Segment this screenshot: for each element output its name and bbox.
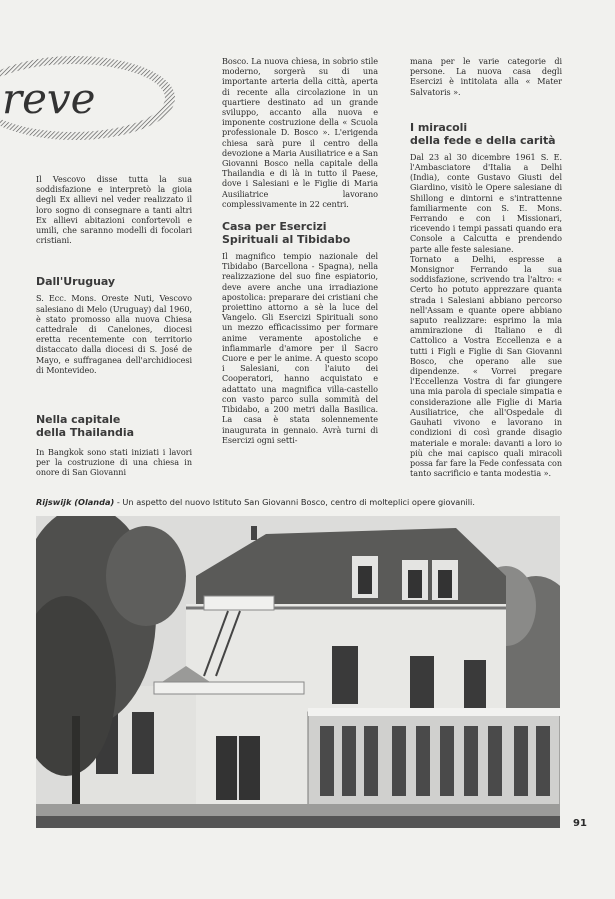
caption-place: Rijswijk (Olanda) <box>36 497 115 507</box>
uruguay-paragraph: S. Ecc. Mons. Oreste Nuti, Vescovo salesiano di Melo (Uruguay) dal 1960, è stato promosso alla nuova Chiesa cattedrale di Canelones, diocesi eretta recentemente con territorio distaccato dalla diocesi di S. José de Mayo, e suffraganea dell'archidiocesi di Montevideo. <box>36 293 192 375</box>
miracles-paragraph-2: Tornato a Delhi, espresse a Monsignor Ferrando la sua soddisfazione, scrivendo tra l'altro: « Certo ho potuto apprezzare quanta strada i Salesiani abbiano percorso nell'Assam e quante opere abbiano saputo realizzare: esprimo la mia ammirazione di Italiano e di Cattolico a Vostra Eccellenza e a tutti i Figli e Figlie di San Giovanni Bosco, che operano alle sue dipendenze. « Vorrei pregare l'Eccellenza Vostra di far giungere una mia parola di speciale simpatia e considerazione alle Figlie di Maria Ausiliatrice, che all'Ospedale di Gauhati vivono e lavorano in condizioni di così grande disagio materiale e morale: davanti a loro io più che mai capisco quali miracoli possa far fare la Fede confessata con tanto sacrificio e tanta modestia ». <box>410 253 562 479</box>
intro-paragraph: Il Vescovo disse tutta la sua soddisfazione e interpretò la gioia degli Ex allievi nel veder realizzato il loro sogno di consegnare a tanti altri Ex allievi abitazioni confortevoli e umili, che saranno modelli di focolari cristiani. <box>36 174 192 246</box>
banner-word: reve <box>2 74 96 123</box>
miracles-paragraph-1: Dal 23 al 30 dicembre 1961 S. E. l'Ambasciatore d'Italia a Delhi (India), conte Gustavo Giusti del Giardino, visitò le Opere salesiane di Shillong e dintorni e s'intrattenne familiarmente con S. E. Mons. Ferrando e con i Missionari, ricevendo i tempi passati quando era Console a Calcutta e prendendo parte alle feste salesiane. <box>410 151 562 254</box>
heading-thailand-1: Nella capitale <box>36 413 121 427</box>
caption-text: - Un aspetto del nuovo Istituto San Giovanni Bosco, centro di molteplici opere giovanili. <box>114 497 475 507</box>
column-3 <box>410 56 562 478</box>
building-illustration <box>36 516 560 828</box>
page-number: 91 <box>573 818 587 829</box>
tibidabo-paragraph: Il magnifico tempio nazionale del Tibidabo (Barcellona - Spagna), nella realizzazione del suo fine espiatorio, deve avere anche una irradiazione apostolica: preparare dei cristiani che proiettino attorno a sè la luce del Vangelo. Gli Esercizi Spirituali sono un mezzo efficacissimo per formare anime veramente apostoliche e infiammarle d'amore per il Sacro Cuore e per le anime. A questo scopo i Salesiani, con l'aiuto dei Cooperatori, hanno acquistato e adattato una magnifica villa-castello con vasto parco sulla sommità del Tibidabo, a 200 metri dalla Basilica. La casa è stata solennemente inaugurata in gennaio. Avrà turni di Esercizi ogni setti- <box>222 251 378 445</box>
thailand-continued-paragraph: Bosco. La nuova chiesa, in sobrio stile moderno, sorgerà su di una importante arteria della città, aperta di recente alla circolazione in un quartiere destinato ad un grande sviluppo, accanto alla nuova e imponente costruzione della « Scuola professionale D. Bosco ». L'erigenda chiesa sarà pure il centro della devozione a Maria Ausiliatrice e a San Giovanni Bosco nella capitale della Thailandia e di là in tutto il Paese, dove i Salesiani e le Figlie di Maria Ausiliatrice lavorano complessivamente in 22 centri. <box>222 56 378 209</box>
heading-miracles-1: I miracoli <box>410 120 468 134</box>
column-1 <box>36 174 192 478</box>
photo-caption <box>36 497 561 508</box>
tibidabo-continued-paragraph: mana per le varie categorie di persone. La nuova casa degli Esercizi è intitolata alla « Mater Salvatoris ». <box>410 56 562 97</box>
heading-tibidabo-2: Spirituali al Tibidabo <box>222 233 351 247</box>
heading-miracles-2: della fede e della carità <box>410 133 556 147</box>
building-photo <box>36 516 560 828</box>
thailand-paragraph: In Bangkok sono stati iniziati i lavori per la costruzione di una chiesa in onore di San Giovanni <box>36 447 192 478</box>
column-2 <box>222 56 378 445</box>
heading-tibidabo-1: Casa per Esercizi <box>222 220 327 234</box>
heading-thailand-2: della Thailandia <box>36 426 134 440</box>
heading-uruguay: Dall'Uruguay <box>36 275 116 289</box>
section-banner <box>0 50 180 170</box>
